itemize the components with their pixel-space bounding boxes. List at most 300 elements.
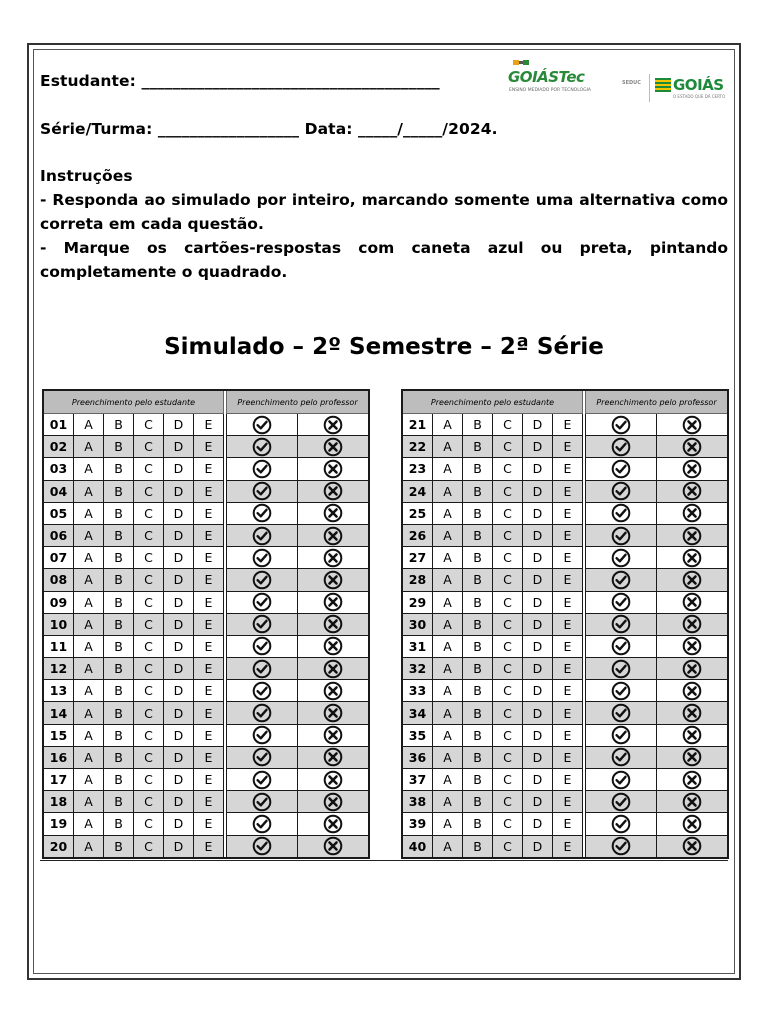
correct-mark-box[interactable] [227, 813, 298, 835]
option-b-box[interactable]: B [104, 791, 134, 813]
option-c-box[interactable]: C [134, 702, 164, 724]
option-a-box[interactable]: A [433, 613, 463, 635]
option-c-box[interactable]: C [134, 680, 164, 702]
wrong-mark-box[interactable] [657, 613, 729, 635]
wrong-mark-box[interactable] [298, 414, 370, 436]
option-a-box[interactable]: A [74, 635, 104, 657]
correct-mark-box[interactable] [586, 702, 657, 724]
correct-mark-box[interactable] [586, 591, 657, 613]
option-b-box[interactable]: B [104, 769, 134, 791]
option-d-box[interactable]: D [164, 702, 194, 724]
correct-mark-box[interactable] [227, 680, 298, 702]
option-e-box[interactable]: E [553, 547, 583, 569]
option-b-box[interactable]: B [463, 458, 493, 480]
wrong-mark-box[interactable] [298, 769, 370, 791]
option-a-box[interactable]: A [74, 414, 104, 436]
option-b-box[interactable]: B [104, 502, 134, 524]
option-a-box[interactable]: A [433, 436, 463, 458]
option-a-box[interactable]: A [433, 524, 463, 546]
option-d-box[interactable]: D [523, 414, 553, 436]
option-c-box[interactable]: C [493, 658, 523, 680]
option-d-box[interactable]: D [164, 436, 194, 458]
wrong-mark-box[interactable] [298, 613, 370, 635]
option-c-box[interactable]: C [134, 547, 164, 569]
correct-mark-box[interactable] [227, 724, 298, 746]
option-a-box[interactable]: A [74, 813, 104, 835]
option-c-box[interactable]: C [134, 746, 164, 768]
option-e-box[interactable]: E [194, 547, 224, 569]
option-e-box[interactable]: E [553, 635, 583, 657]
wrong-mark-box[interactable] [657, 480, 729, 502]
option-e-box[interactable]: E [194, 702, 224, 724]
option-d-box[interactable]: D [523, 502, 553, 524]
correct-mark-box[interactable] [586, 658, 657, 680]
correct-mark-box[interactable] [227, 791, 298, 813]
wrong-mark-box[interactable] [298, 547, 370, 569]
option-e-box[interactable]: E [553, 569, 583, 591]
option-c-box[interactable]: C [134, 813, 164, 835]
wrong-mark-box[interactable] [298, 702, 370, 724]
correct-mark-box[interactable] [586, 835, 657, 858]
wrong-mark-box[interactable] [298, 502, 370, 524]
option-c-box[interactable]: C [134, 458, 164, 480]
option-c-box[interactable]: C [493, 613, 523, 635]
option-b-box[interactable]: B [104, 724, 134, 746]
correct-mark-box[interactable] [586, 791, 657, 813]
wrong-mark-box[interactable] [657, 414, 729, 436]
correct-mark-box[interactable] [586, 569, 657, 591]
check-circle-icon [252, 570, 272, 590]
option-e-box[interactable]: E [553, 746, 583, 768]
check-circle-icon [611, 437, 631, 457]
option-a-box[interactable]: A [74, 835, 104, 858]
wrong-mark-box[interactable] [657, 769, 729, 791]
wrong-mark-box[interactable] [298, 591, 370, 613]
correct-mark-box[interactable] [586, 480, 657, 502]
wrong-mark-box[interactable] [657, 835, 729, 858]
wrong-mark-box[interactable] [657, 680, 729, 702]
question-row [402, 746, 728, 768]
option-b-box[interactable]: B [104, 746, 134, 768]
wrong-mark-box[interactable] [657, 791, 729, 813]
option-d-box[interactable]: D [523, 635, 553, 657]
option-d-box[interactable]: D [523, 835, 553, 858]
correct-mark-box[interactable] [227, 591, 298, 613]
correct-mark-box[interactable] [586, 813, 657, 835]
wrong-mark-box[interactable] [657, 458, 729, 480]
option-e-box[interactable]: E [194, 591, 224, 613]
wrong-mark-box[interactable] [298, 813, 370, 835]
option-b-box[interactable]: B [463, 480, 493, 502]
wrong-mark-box[interactable] [298, 724, 370, 746]
option-d-box[interactable]: D [523, 480, 553, 502]
wrong-mark-box[interactable] [298, 680, 370, 702]
option-a-box[interactable]: A [433, 813, 463, 835]
option-b-box[interactable]: B [463, 746, 493, 768]
option-e-box[interactable]: E [194, 658, 224, 680]
option-a-box[interactable]: A [74, 769, 104, 791]
option-b-box[interactable]: B [104, 547, 134, 569]
check-circle-icon [611, 548, 631, 568]
option-b-box[interactable]: B [104, 702, 134, 724]
option-c-box[interactable]: C [134, 524, 164, 546]
option-c-box[interactable]: C [493, 547, 523, 569]
correct-mark-box[interactable] [227, 436, 298, 458]
wrong-mark-box[interactable] [657, 702, 729, 724]
option-d-box[interactable]: D [523, 813, 553, 835]
option-d-box[interactable]: D [523, 613, 553, 635]
option-b-box[interactable]: B [463, 524, 493, 546]
option-b-box[interactable]: B [463, 658, 493, 680]
option-b-box[interactable]: B [463, 702, 493, 724]
wrong-mark-box[interactable] [657, 724, 729, 746]
question-number: 11 [43, 635, 74, 657]
correct-mark-box[interactable] [586, 524, 657, 546]
option-b-box[interactable]: B [104, 658, 134, 680]
option-e-box[interactable]: E [194, 436, 224, 458]
option-e-box[interactable]: E [194, 414, 224, 436]
option-d-box[interactable]: D [164, 680, 194, 702]
option-a-box[interactable]: A [74, 524, 104, 546]
option-d-box[interactable]: D [523, 746, 553, 768]
option-d-box[interactable]: D [523, 569, 553, 591]
option-c-box[interactable]: C [134, 436, 164, 458]
wrong-mark-box[interactable] [298, 746, 370, 768]
option-e-box[interactable]: E [194, 791, 224, 813]
option-b-box[interactable]: B [463, 680, 493, 702]
question-number: 28 [402, 569, 433, 591]
wrong-mark-box[interactable] [298, 835, 370, 858]
option-a-box[interactable]: A [74, 791, 104, 813]
option-d-box[interactable]: D [164, 769, 194, 791]
option-a-box[interactable]: A [433, 680, 463, 702]
option-a-box[interactable]: A [433, 591, 463, 613]
option-e-box[interactable]: E [553, 791, 583, 813]
question-row [402, 414, 728, 436]
option-d-box[interactable]: D [523, 702, 553, 724]
wrong-mark-box[interactable] [298, 458, 370, 480]
option-a-box[interactable]: A [74, 502, 104, 524]
option-b-box[interactable]: B [104, 480, 134, 502]
option-b-box[interactable]: B [463, 724, 493, 746]
answer-grid-right [401, 389, 729, 859]
option-e-box[interactable]: E [194, 724, 224, 746]
option-c-box[interactable]: C [134, 724, 164, 746]
option-c-box[interactable]: C [493, 502, 523, 524]
option-e-box[interactable]: E [194, 502, 224, 524]
option-d-box[interactable]: D [164, 813, 194, 835]
option-d-box[interactable]: D [164, 635, 194, 657]
correct-mark-box[interactable] [227, 835, 298, 858]
question-number: 20 [43, 835, 74, 858]
correct-mark-box[interactable] [227, 414, 298, 436]
correct-mark-box[interactable] [227, 502, 298, 524]
option-a-box[interactable]: A [74, 547, 104, 569]
option-d-box[interactable]: D [164, 791, 194, 813]
correct-mark-box[interactable] [586, 724, 657, 746]
option-d-box[interactable]: D [164, 458, 194, 480]
option-e-box[interactable]: E [553, 680, 583, 702]
option-c-box[interactable]: C [134, 480, 164, 502]
option-c-box[interactable]: C [134, 635, 164, 657]
option-b-box[interactable]: B [463, 591, 493, 613]
option-e-box[interactable]: E [194, 680, 224, 702]
option-c-box[interactable]: C [493, 746, 523, 768]
option-a-box[interactable]: A [433, 724, 463, 746]
option-a-box[interactable]: A [433, 635, 463, 657]
wrong-mark-box[interactable] [298, 480, 370, 502]
option-d-box[interactable]: D [164, 480, 194, 502]
option-a-box[interactable]: A [74, 613, 104, 635]
wrong-mark-box[interactable] [657, 813, 729, 835]
x-circle-icon [682, 570, 702, 590]
option-e-box[interactable]: E [553, 724, 583, 746]
option-c-box[interactable]: C [493, 524, 523, 546]
option-b-box[interactable]: B [104, 613, 134, 635]
correct-mark-box[interactable] [586, 436, 657, 458]
correct-mark-box[interactable] [227, 769, 298, 791]
correct-mark-box[interactable] [227, 547, 298, 569]
option-c-box[interactable]: C [493, 702, 523, 724]
option-b-box[interactable]: B [104, 436, 134, 458]
option-c-box[interactable]: C [134, 769, 164, 791]
option-c-box[interactable]: C [493, 835, 523, 858]
option-a-box[interactable]: A [433, 502, 463, 524]
option-d-box[interactable]: D [164, 524, 194, 546]
option-e-box[interactable]: E [194, 835, 224, 858]
correct-mark-box[interactable] [227, 746, 298, 768]
wrong-mark-box[interactable] [657, 502, 729, 524]
option-e-box[interactable]: E [194, 635, 224, 657]
check-circle-icon [252, 459, 272, 479]
correct-mark-box[interactable] [227, 569, 298, 591]
option-a-box[interactable]: A [74, 746, 104, 768]
correct-mark-box[interactable] [586, 635, 657, 657]
option-c-box[interactable]: C [493, 724, 523, 746]
option-b-box[interactable]: B [104, 635, 134, 657]
wrong-mark-box[interactable] [657, 524, 729, 546]
option-a-box[interactable]: A [74, 436, 104, 458]
option-d-box[interactable]: D [523, 591, 553, 613]
option-d-box[interactable]: D [523, 458, 553, 480]
option-a-box[interactable]: A [74, 480, 104, 502]
option-d-box[interactable]: D [523, 769, 553, 791]
option-e-box[interactable]: E [553, 591, 583, 613]
correct-mark-box[interactable] [227, 480, 298, 502]
option-b-box[interactable]: B [463, 791, 493, 813]
option-a-box[interactable]: A [433, 769, 463, 791]
option-d-box[interactable]: D [164, 658, 194, 680]
option-e-box[interactable]: E [553, 436, 583, 458]
correct-mark-box[interactable] [586, 680, 657, 702]
option-a-box[interactable]: A [74, 458, 104, 480]
correct-mark-box[interactable] [586, 746, 657, 768]
wrong-mark-box[interactable] [298, 635, 370, 657]
correct-mark-box[interactable] [227, 524, 298, 546]
option-b-box[interactable]: B [463, 635, 493, 657]
option-e-box[interactable]: E [194, 569, 224, 591]
option-b-box[interactable]: B [104, 569, 134, 591]
wrong-mark-box[interactable] [298, 658, 370, 680]
option-e-box[interactable]: E [553, 769, 583, 791]
question-number: 15 [43, 724, 74, 746]
option-a-box[interactable]: A [74, 724, 104, 746]
option-e-box[interactable]: E [553, 613, 583, 635]
option-d-box[interactable]: D [164, 547, 194, 569]
option-c-box[interactable]: C [493, 635, 523, 657]
wrong-mark-box[interactable] [298, 569, 370, 591]
option-d-box[interactable]: D [523, 547, 553, 569]
option-e-box[interactable]: E [553, 502, 583, 524]
correct-mark-box[interactable] [227, 458, 298, 480]
option-c-box[interactable]: C [493, 769, 523, 791]
option-e-box[interactable]: E [553, 414, 583, 436]
option-e-box[interactable]: E [553, 524, 583, 546]
option-d-box[interactable]: D [523, 436, 553, 458]
option-a-box[interactable]: A [433, 835, 463, 858]
option-d-box[interactable]: D [164, 746, 194, 768]
wrong-mark-box[interactable] [298, 436, 370, 458]
option-c-box[interactable]: C [493, 569, 523, 591]
option-d-box[interactable]: D [523, 524, 553, 546]
option-e-box[interactable]: E [194, 613, 224, 635]
option-b-box[interactable]: B [104, 835, 134, 858]
option-d-box[interactable]: D [523, 680, 553, 702]
option-d-box[interactable]: D [164, 569, 194, 591]
option-b-box[interactable]: B [104, 813, 134, 835]
option-c-box[interactable]: C [134, 569, 164, 591]
option-b-box[interactable]: B [104, 680, 134, 702]
wrong-mark-box[interactable] [657, 635, 729, 657]
option-c-box[interactable]: C [493, 591, 523, 613]
option-b-box[interactable]: B [463, 613, 493, 635]
option-d-box[interactable]: D [164, 591, 194, 613]
option-e-box[interactable]: E [194, 746, 224, 768]
option-c-box[interactable]: C [493, 480, 523, 502]
option-c-box[interactable]: C [134, 835, 164, 858]
option-b-box[interactable]: B [463, 835, 493, 858]
option-e-box[interactable]: E [194, 480, 224, 502]
option-c-box[interactable]: C [134, 658, 164, 680]
option-c-box[interactable]: C [493, 791, 523, 813]
option-d-box[interactable]: D [523, 791, 553, 813]
option-e-box[interactable]: E [194, 769, 224, 791]
option-b-box[interactable]: B [463, 414, 493, 436]
wrong-mark-box[interactable] [298, 791, 370, 813]
option-b-box[interactable]: B [463, 769, 493, 791]
correct-mark-box[interactable] [586, 458, 657, 480]
option-b-box[interactable]: B [463, 569, 493, 591]
option-d-box[interactable]: D [523, 724, 553, 746]
option-c-box[interactable]: C [493, 414, 523, 436]
option-a-box[interactable]: A [433, 791, 463, 813]
option-a-box[interactable]: A [74, 680, 104, 702]
wrong-mark-box[interactable] [657, 547, 729, 569]
wrong-mark-box[interactable] [657, 591, 729, 613]
option-b-box[interactable]: B [104, 414, 134, 436]
option-c-box[interactable]: C [493, 813, 523, 835]
option-e-box[interactable]: E [553, 658, 583, 680]
wrong-mark-box[interactable] [657, 436, 729, 458]
correct-mark-box[interactable] [586, 769, 657, 791]
question-row [43, 547, 369, 569]
option-e-box[interactable]: E [194, 524, 224, 546]
option-a-box[interactable]: A [433, 746, 463, 768]
wrong-mark-box[interactable] [298, 524, 370, 546]
option-b-box[interactable]: B [104, 591, 134, 613]
option-c-box[interactable]: C [493, 436, 523, 458]
option-c-box[interactable]: C [134, 502, 164, 524]
option-e-box[interactable]: E [553, 480, 583, 502]
correct-mark-box[interactable] [586, 502, 657, 524]
wrong-mark-box[interactable] [657, 658, 729, 680]
option-a-box[interactable]: A [74, 658, 104, 680]
option-e-box[interactable]: E [553, 813, 583, 835]
option-e-box[interactable]: E [553, 835, 583, 858]
question-row [402, 480, 728, 502]
question-number: 21 [402, 414, 433, 436]
option-b-box[interactable]: B [104, 524, 134, 546]
option-e-box[interactable]: E [553, 458, 583, 480]
option-b-box[interactable]: B [104, 458, 134, 480]
correct-mark-box[interactable] [227, 658, 298, 680]
instruction-item-1: - Responda ao simulado por inteiro, marcando somente uma alternativa como correta em cada questão. [40, 191, 728, 233]
option-d-box[interactable]: D [164, 835, 194, 858]
option-b-box[interactable]: B [463, 547, 493, 569]
option-d-box[interactable]: D [164, 414, 194, 436]
option-b-box[interactable]: B [463, 813, 493, 835]
option-d-box[interactable]: D [164, 613, 194, 635]
question-row [43, 835, 369, 858]
check-circle-icon [252, 770, 272, 790]
option-a-box[interactable]: A [433, 414, 463, 436]
question-row [43, 524, 369, 546]
option-a-box[interactable]: A [433, 458, 463, 480]
correct-mark-box[interactable] [227, 613, 298, 635]
option-a-box[interactable]: A [433, 547, 463, 569]
option-e-box[interactable]: E [194, 458, 224, 480]
option-e-box[interactable]: E [194, 813, 224, 835]
option-d-box[interactable]: D [164, 724, 194, 746]
option-c-box[interactable]: C [493, 680, 523, 702]
option-a-box[interactable]: A [74, 702, 104, 724]
option-c-box[interactable]: C [134, 591, 164, 613]
option-b-box[interactable]: B [463, 502, 493, 524]
option-a-box[interactable]: A [433, 480, 463, 502]
option-b-box[interactable]: B [463, 436, 493, 458]
correct-mark-box[interactable] [586, 547, 657, 569]
correct-mark-box[interactable] [586, 414, 657, 436]
option-c-box[interactable]: C [134, 613, 164, 635]
option-a-box[interactable]: A [433, 702, 463, 724]
option-c-box[interactable]: C [134, 791, 164, 813]
option-a-box[interactable]: A [74, 569, 104, 591]
correct-mark-box[interactable] [227, 702, 298, 724]
option-a-box[interactable]: A [433, 658, 463, 680]
check-circle-icon [611, 481, 631, 501]
option-a-box[interactable]: A [74, 591, 104, 613]
correct-mark-box[interactable] [227, 635, 298, 657]
option-c-box[interactable]: C [493, 458, 523, 480]
option-d-box[interactable]: D [164, 502, 194, 524]
option-a-box[interactable]: A [433, 569, 463, 591]
wrong-mark-box[interactable] [657, 746, 729, 768]
option-c-box[interactable]: C [134, 414, 164, 436]
wrong-mark-box[interactable] [657, 569, 729, 591]
option-e-box[interactable]: E [553, 702, 583, 724]
option-d-box[interactable]: D [523, 658, 553, 680]
correct-mark-box[interactable] [586, 613, 657, 635]
